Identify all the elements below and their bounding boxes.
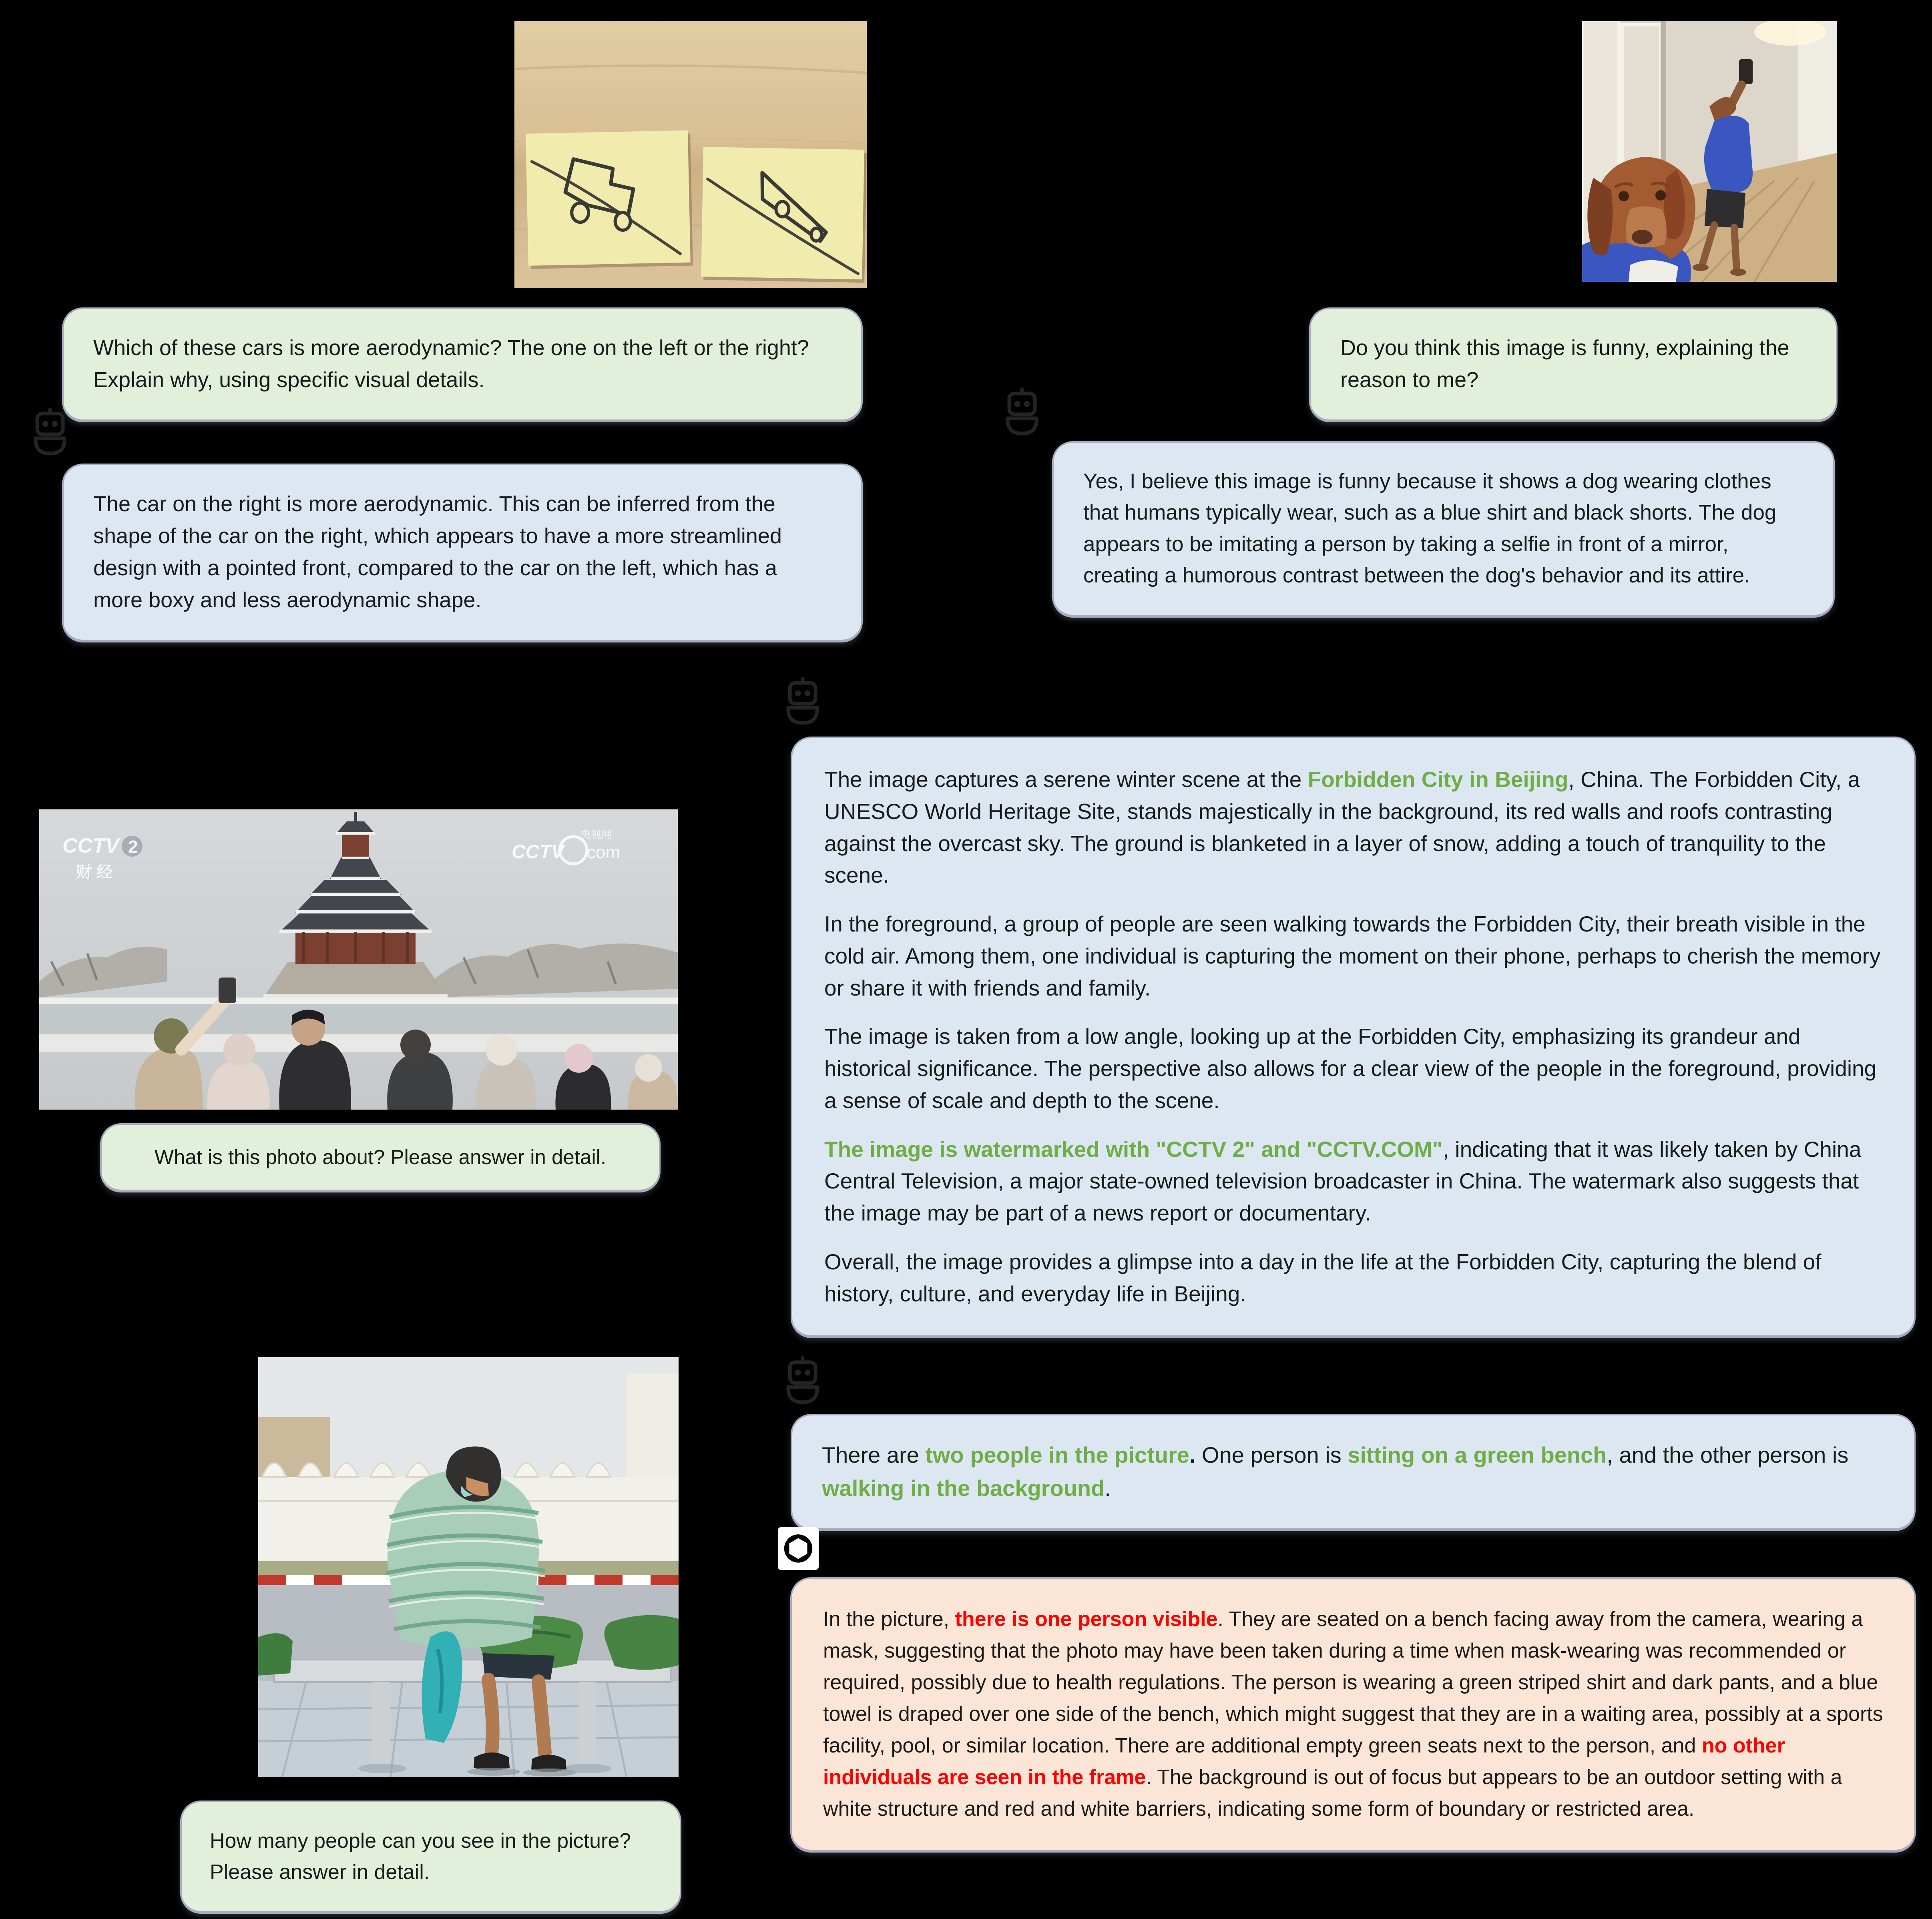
answer-paragraph: The image captures a serene winter scene at the Forbidden City in Beijing, China. The Forbidden City, a UNESCO World Heritage Site, stands majestically in the background, its red walls and roofs contrasting against the overcast sky. The ground is blanketed in a layer of snow, adding a touch of tranquility to the scene. <box>824 767 1860 888</box>
watermark-yangshiwang: 央视网 <box>580 829 612 841</box>
question-text-bench: How many people can you see in the picture? Please answer in detail. <box>210 1829 631 1884</box>
assistant-answer-text-cars: The car on the right is more aerodynamic. This can be inferred from the shape of the car on the right, which appears to have a more streamlined design with a pointed front, compared to the car on the left, which has a more boxy and less aerodynamic shape. <box>93 492 782 612</box>
assistant-answer-bubble-bench <box>791 1414 1916 1531</box>
robot-icon <box>783 676 823 726</box>
dog-selfie-svg <box>1582 21 1837 282</box>
assistant-answer-bubble-forbidden-city <box>791 737 1916 1338</box>
cars-photo-illustration <box>514 21 867 288</box>
assistant-answer-text-dog: Yes, I believe this image is funny because it shows a dog wearing clothes that humans typically wear, such as a blue shirt and black shorts. The dog appears to be imitating a person by taking a selfie in front of a mirror, creating a humorous contrast between the dog's behavior and its attire. <box>1083 470 1777 588</box>
assistant-answer-text-forbidden-city <box>792 738 1914 1335</box>
question-text-dog: Do you think this image is funny, explaining the reason to me? <box>1340 336 1789 392</box>
question-bubble-bench <box>180 1801 681 1914</box>
answer-paragraph: In the foreground, a group of people are seen walking towards the Forbidden City, their breath visible in the cold air. Among them, one individual is capturing the moment on their phone, perhaps to cherish the memory or share it with friends and family. <box>824 911 1881 1000</box>
question-text-forbidden-city: What is this photo about? Please answer in detail. <box>154 1146 607 1168</box>
bench-photo-svg <box>258 1357 679 1777</box>
sticky-note-right-wedge-car <box>701 147 867 283</box>
assistant-answer-bubble-dog <box>1052 441 1835 618</box>
answer-paragraph: The image is watermarked with "CCTV 2" and "CCTV.COM", indicating that it was likely taken by China Central Television, a major state-owned television broadcaster in China. The watermark also suggests that the image may be part of a news report or documentary. <box>824 1136 1862 1225</box>
answer-paragraph: Overall, the image provides a glimpse into a day in the life at the Forbidden City, capturing the blend of history, culture, and everyday life in Beijing. <box>824 1249 1822 1306</box>
robot-icon <box>783 1355 823 1405</box>
openai-logo-icon <box>778 1527 819 1570</box>
sticky-note-left-boxy-car <box>526 130 693 269</box>
question-bubble-forbidden-city <box>100 1123 661 1192</box>
watermark-caijing: 财 经 <box>76 863 113 881</box>
robot-icon <box>30 406 70 456</box>
gpt-answer-text-bench: In the picture, there is one person visible. They are seated on a bench facing away from the camera, wearing a mask, suggesting that the photo may have been taken during a time when mask-wearing was recommended or required, possibly due to health regulations. The person is wearing a green striped shirt and dark pants, and a blue towel is draped over one side of the bench, which might suggest that they are in a waiting area, possibly at a sports facility, pool, or similar location. There are additional empty green seats next to the person, and no other individuals are seen in the frame. The background is out of focus but appears to be an outdoor setting with a white structure and red and white barriers, indicating some form of boundary or restricted area. <box>823 1608 1883 1821</box>
gpt-answer-bubble-bench <box>790 1577 1916 1853</box>
watermark-cctv2-brand: CCTV <box>62 834 119 857</box>
forbidden-city-svg <box>39 809 678 1110</box>
question-text-cars: Which of these cars is more aerodynamic? The one on the left or the right? Explain why, using specific visual details. <box>93 336 809 392</box>
robot-icon <box>1002 386 1042 436</box>
forbidden-city-photo-illustration <box>39 809 678 1110</box>
watermark-cctv2-channel: 2 <box>128 837 138 857</box>
bench-photo-illustration <box>258 1357 679 1777</box>
assistant-answer-bubble-cars <box>62 464 863 642</box>
watermark-cctvcom-brand: CCTV <box>512 841 564 863</box>
question-bubble-cars <box>62 307 863 422</box>
answer-paragraph: The image is taken from a low angle, looking up at the Forbidden City, emphasizing its grandeur and historical significance. The perspective also allows for a clear view of the people in the foreground, providing a sense of scale and depth to the scene. <box>824 1024 1877 1113</box>
question-bubble-dog <box>1309 307 1838 422</box>
dog-selfie-photo-illustration <box>1582 21 1837 282</box>
cars-photo-svg <box>514 21 867 288</box>
assistant-answer-text-bench: There are two people in the picture. One person is sitting on a green bench, and the other person is walking in the background. <box>822 1442 1849 1501</box>
watermark-cctvcom-domain: com <box>587 843 621 862</box>
